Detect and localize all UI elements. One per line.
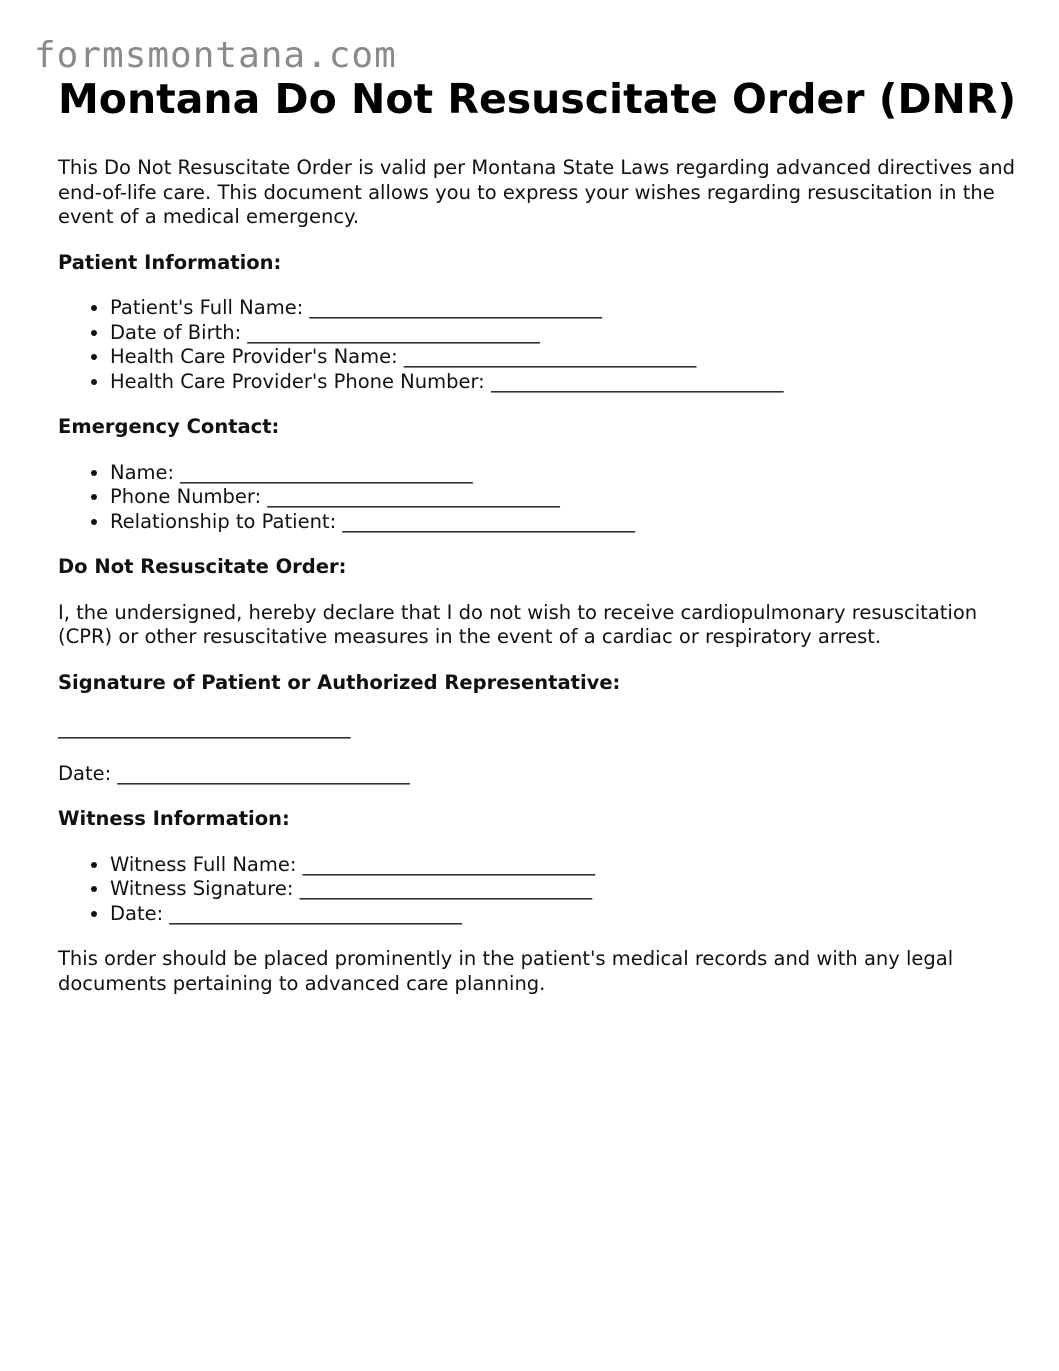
witness-heading: Witness Information: [58, 807, 290, 830]
emergency-contact-list [58, 461, 1018, 535]
signature-date-field: Date: ______________________________ [58, 761, 410, 785]
patient-info-heading: Patient Information: [58, 250, 282, 274]
witness-list [58, 853, 1018, 927]
patient-info-list [58, 296, 1018, 394]
dnr-heading: Do Not Resuscitate Order: [58, 555, 347, 578]
witness-date-field: • Date: ______________________________ [110, 902, 1018, 927]
document-body [58, 76, 1018, 1017]
emergency-contact-heading: Emergency Contact: [58, 415, 280, 438]
provider-name-field: • Health Care Provider's Name: ______________________________ [110, 345, 1018, 370]
signature-heading: Signature of Patient or Authorized Representative: [58, 670, 621, 694]
emergency-relationship-field: • Relationship to Patient: ______________________________ [110, 510, 1018, 535]
closing-paragraph: This order should be placed prominently in the patient's medical records and with any legal documents pertaining to advanced care planning. [58, 947, 954, 995]
page-title: Montana Do Not Resuscitate Order (DNR) [58, 75, 1017, 123]
emergency-name-field: • Name: ______________________________ [110, 461, 1018, 486]
patient-full-name-field: • Patient's Full Name: ______________________________ [110, 296, 1018, 321]
emergency-phone-field: • Phone Number: ______________________________ [110, 485, 1018, 510]
signature-line: ______________________________ [58, 716, 351, 739]
witness-signature-field: • Witness Signature: ______________________________ [110, 877, 1018, 902]
witness-name-field: • Witness Full Name: ______________________________ [110, 853, 1018, 878]
provider-phone-field: • Health Care Provider's Phone Number: ______________________________ [110, 370, 1018, 395]
watermark-text: formsmontana.com [34, 35, 397, 76]
intro-paragraph: This Do Not Resuscitate Order is valid per Montana State Laws regarding advanced directives and end-of-life care. This document allows you to express your wishes regarding resuscitation in the event of a medical emergency. [58, 156, 1016, 228]
dnr-declaration: I, the undersigned, hereby declare that I do not wish to receive cardiopulmonary resuscitation (CPR) or other resuscitative measures in the event of a cardiac or respiratory arrest. [58, 600, 978, 648]
date-of-birth-field: • Date of Birth: ______________________________ [110, 321, 1018, 346]
